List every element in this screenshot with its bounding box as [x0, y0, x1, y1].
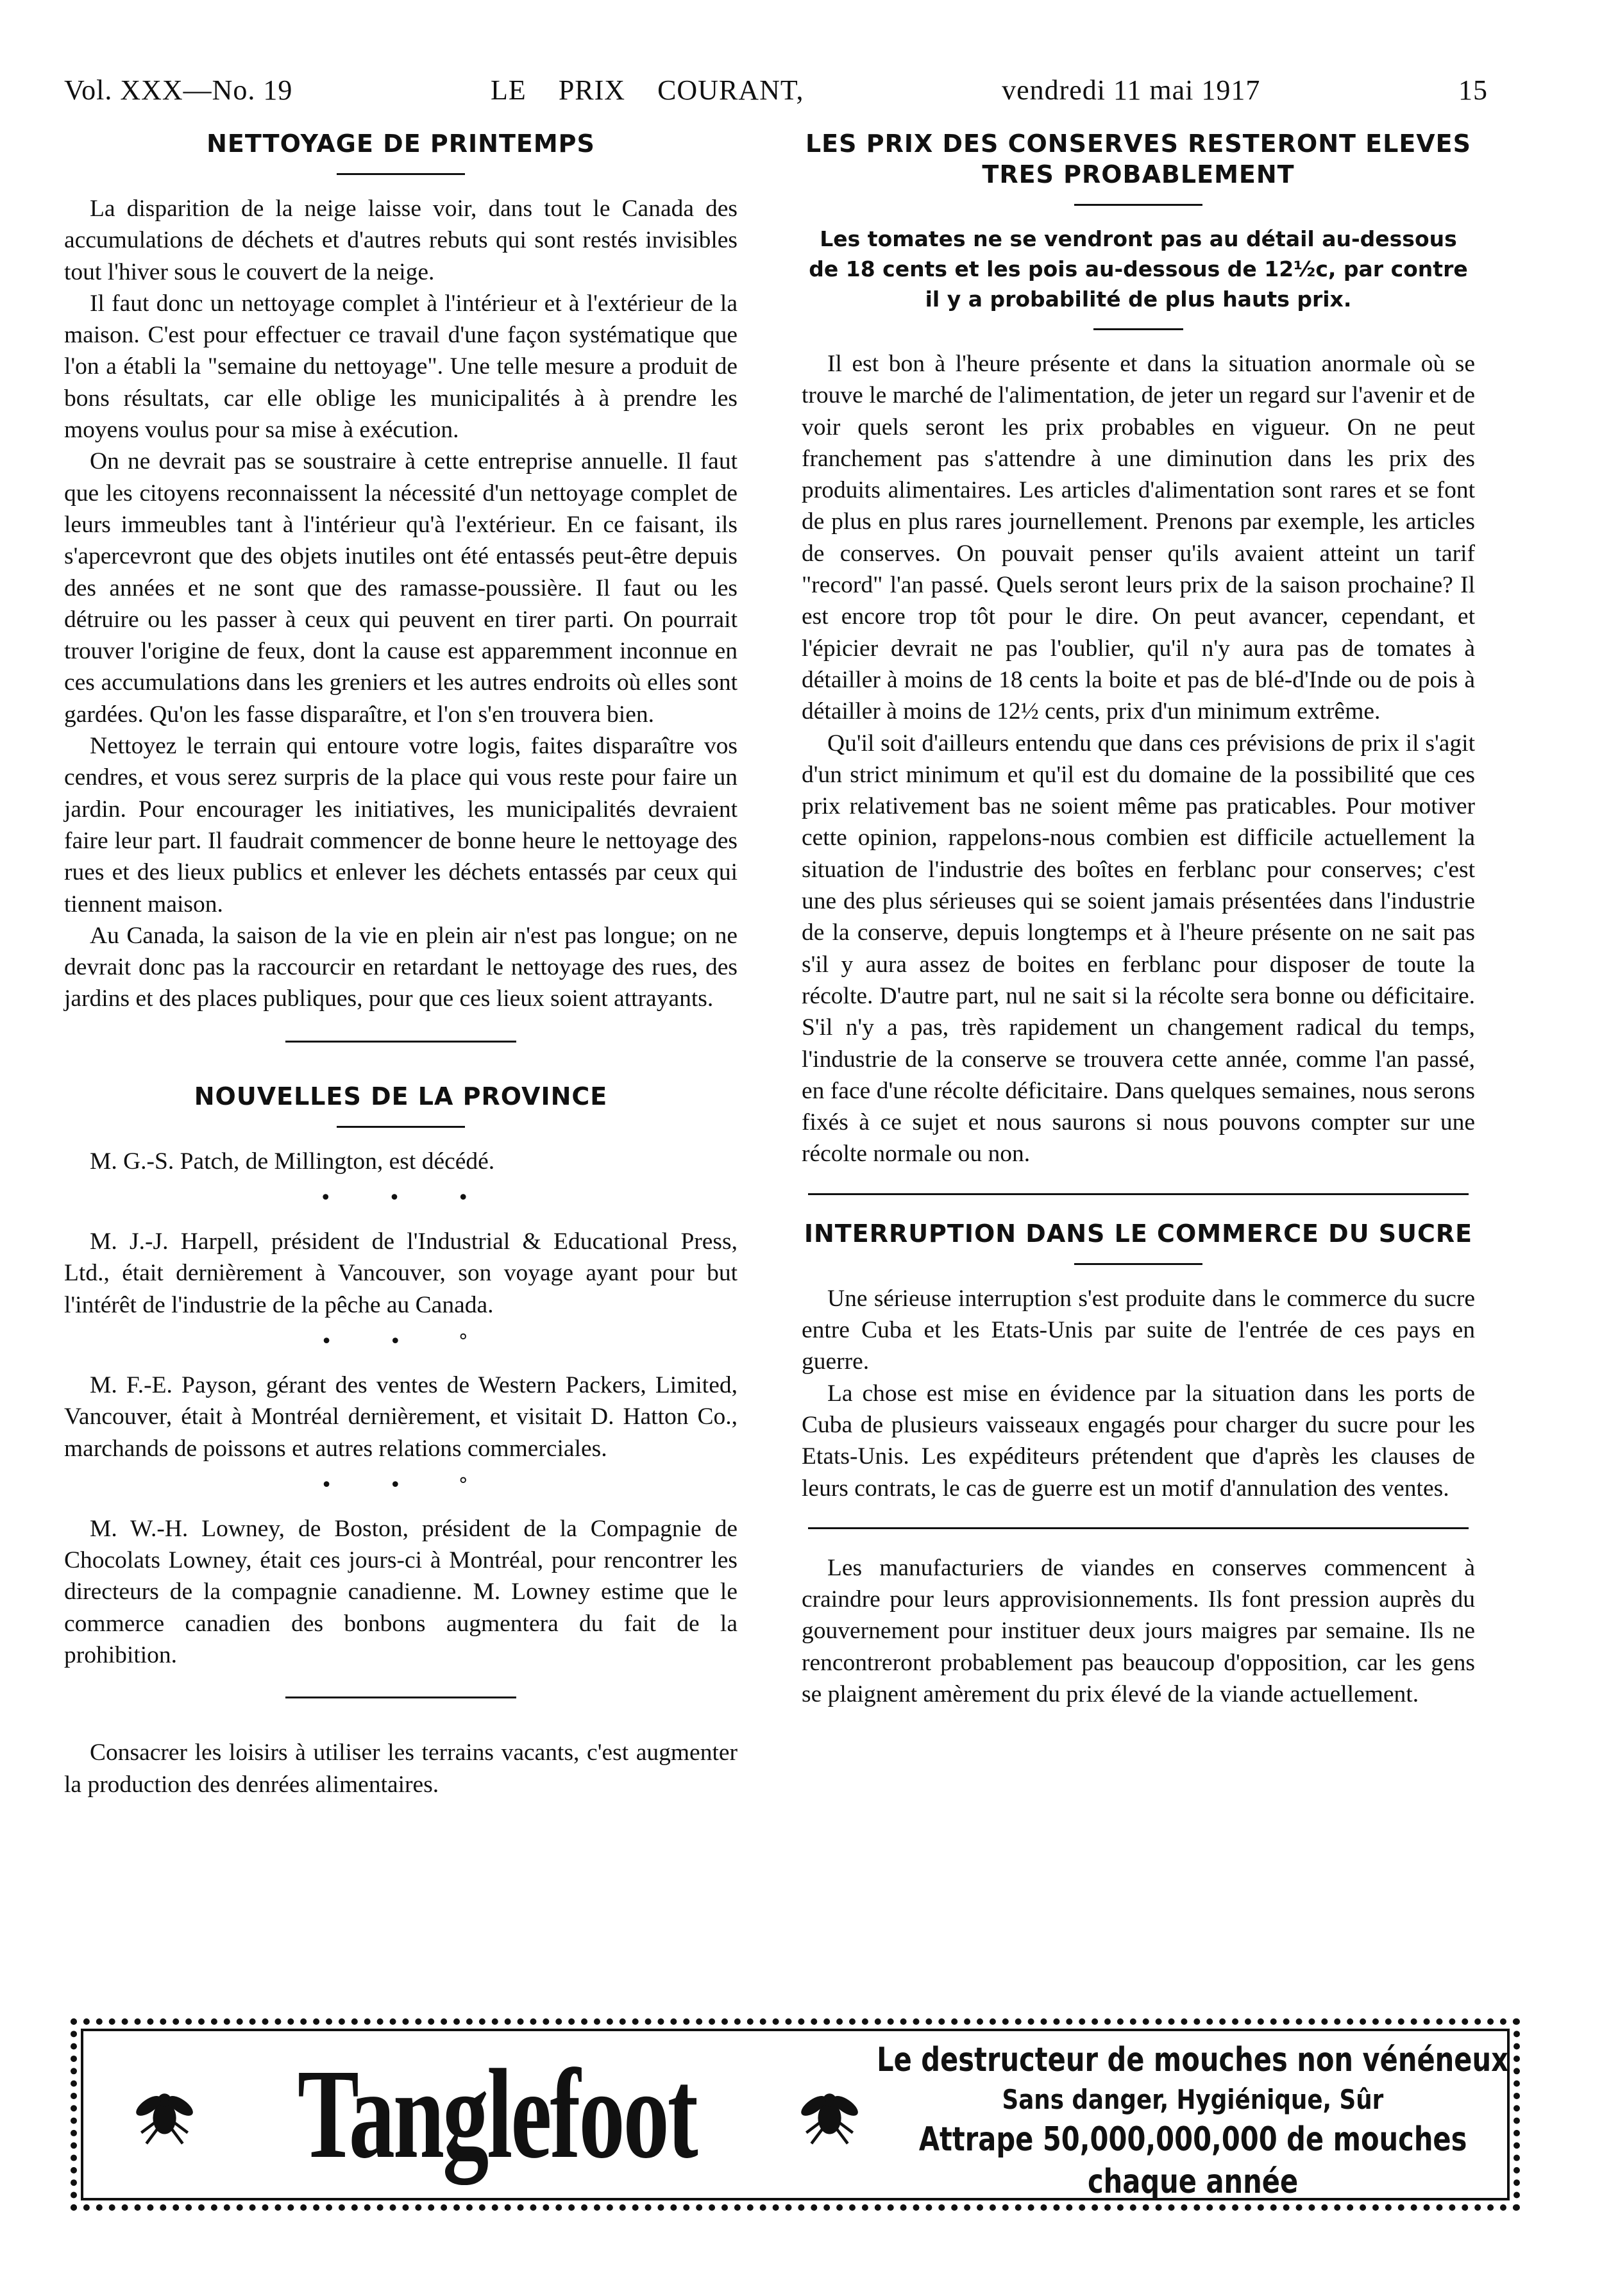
issue-date: vendredi 11 mai 1917 [1002, 74, 1261, 106]
news-item: M. J.-J. Harpell, président de l'Industrial & Educational Press, Ltd., était dernièrement à Vancouver, son voyage ayant pour but l'intérêt de l'industrie de la pêche au Canada. [64, 1228, 738, 1318]
page-number: 15 [1458, 74, 1488, 106]
journal-title-word: COURANT, [657, 74, 804, 106]
article-paragraph: La chose est mise en évidence par la situation dans les ports de Cuba de plusieurs vaisseaux engagés pour charger du sucre pour les Etats-Unis. Les expéditeurs prétendent que d'après les clauses de leurs contrats, le cas de guerre est un motif d'annulation des ventes. [802, 1380, 1475, 1502]
journal-title-word: LE [491, 74, 527, 106]
article-paragraph: Nettoyez le terrain qui entoure votre logis, faites disparaître vos cendres, et vous serez surpris de la place qui vous reste pour faire un jardin. Pour encourager les initiatives, les municipalités devraient faire leur part. Il faudrait commencer de bonne heure le nettoyage des rues et des lieux publics et enlever les déchets entassés par ceux qui tiennent maison. [64, 733, 738, 918]
title-rule [1074, 1263, 1202, 1265]
tanglefoot-advertisement [71, 2018, 1520, 2211]
section-rule [808, 1193, 1469, 1195]
news-item: M. G.-S. Patch, de Millington, est décédé. [90, 1148, 495, 1175]
ad-line: Le destructeur de mouches non vénéneux [877, 2041, 1509, 2079]
section-rule [285, 1697, 516, 1698]
news-item: M. W.-H. Lowney, de Boston, président de la Compagnie de Chocolats Lowney, était ces jours-ci à Montréal, pour rencontrer les directeurs de la compagnie canadienne. M. Lowney estime que le commerce canadien des bonbons augmentera du fait de la prohibition. [64, 1515, 738, 1668]
article-title-nettoyage: NETTOYAGE DE PRINTEMPS [207, 130, 595, 158]
right-column [802, 128, 1475, 1710]
article-title-nouvelles: NOUVELLES DE LA PROVINCE [194, 1082, 608, 1110]
brand-name: Tanglefoot [298, 2043, 696, 2185]
fly-icon [128, 2066, 201, 2163]
ad-line: Attrape 50,000,000,000 de mouches [918, 2120, 1467, 2159]
item-separator: • • ° [321, 1330, 494, 1353]
article-paragraph: Il faut donc un nettoyage complet à l'intérieur et à l'extérieur de la maison. C'est pour effectuer ce travail d'une façon systématique que l'on a établi la "semaine du nettoyage". Une telle mesure a produit de bons résultats, car elle oblige les municipalités à à prendre les moyens voulus pour sa mise à exécution. [64, 290, 738, 444]
subtitle-rule [1093, 328, 1183, 330]
ad-line: chaque année [1087, 2163, 1299, 2201]
article-paragraph: La disparition de la neige laisse voir, dans tout le Canada des accumulations de déchets et d'autres rebuts qui sont restés invisibles tout l'hiver sous le couvert de la neige. [64, 196, 738, 285]
article-paragraph: Il est bon à l'heure présente et dans la situation anormale où se trouve le marché de l'alimentation, de jeter un regard sur l'avenir et de voir quels seront les prix probables en vigueur. On ne peut franchement pas s'attendre à une diminution dans les prix des produits alimentaires. Les articles d'alimentation sont rares et se font de plus en plus rares journellement. Prenons par exemple, les articles de conserves. On pouvait penser qu'ils avaient atteint un tarif "record" l'an passé. Quels seront leurs prix de la saison prochaine? Il est encore trop tôt pour le dire. On peut avancer, cependant, et l'épicier devrait ne pas l'oublier, qu'il n'y aura pas de tomates à détailler à moins de 18 cents la boite et pas de blé-d'Inde ou de pois à détailler à moins de 12½ cents, prix d'un minimum extrême. [802, 351, 1475, 725]
article-title-sucre: INTERRUPTION DANS LE COMMERCE DU SUCRE [804, 1219, 1473, 1248]
title-rule [337, 173, 465, 175]
section-rule [285, 1041, 516, 1043]
ad-line: Sans danger, Hygiénique, Sûr [1002, 2084, 1384, 2115]
volume-number: Vol. XXX—No. 19 [64, 74, 293, 106]
article-paragraph: Une sérieuse interruption s'est produite dans le commerce du sucre entre Cuba et les Etats-Unis par suite de l'entrée de ces pays en guerre. [802, 1285, 1475, 1375]
item-separator: • • ° [321, 1473, 494, 1496]
fly-icon [793, 2066, 866, 2163]
ad-brand-area [128, 2025, 866, 2204]
journal-title-word: PRIX [558, 74, 626, 106]
article-title-conserves: LES PRIX DES CONSERVES RESTERONT ELEVES TRES PROBABLEMENT [805, 130, 1472, 189]
ad-tagline [877, 2039, 1509, 2203]
title-rule [1074, 204, 1202, 206]
article-paragraph: Les manufacturiers de viandes en conserves commencent à craindre pour leurs approvisionnements. Ils font pression auprès du gouvernement pour instituer deux jours maigres par semaine. Ils ne rencontreront probablement pas beaucoup d'opposition, car les gens se plaignent amèrement du prix élevé de la viande actuellement. [802, 1554, 1475, 1707]
news-item: M. F.-E. Payson, gérant des ventes de Western Packers, Limited, Vancouver, était à Montréal dernièrement, et visitait D. Hatton Co., marchands de poissons et autres relations commerciales. [64, 1371, 738, 1462]
article-paragraph: Au Canada, la saison de la vie en plein air n'est pas longue; on ne devrait donc pas la raccourcir en retardant le nettoyage des rues, des jardins et des places publiques, pour que ces lieux soient attrayants. [64, 922, 738, 1012]
article-subtitle: Les tomates ne se vendront pas au détail au-dessous de 18 cents et les pois au-dessous de 12½c, par contre il y a probabilité de plus hauts prix. [809, 226, 1468, 312]
article-paragraph: Qu'il soit d'ailleurs entendu que dans ces prévisions de prix il s'agit d'un strict minimum et qu'il est du domaine de la possibilité que ces prix relativement bas ne soient même pas praticables. Pour motiver cette opinion, rappelons-nous combien est difficile actuellement la situation de l'industrie des boîtes en ferblanc pour conserves; c'est une des plus sérieuses qui se soient jamais présentées dans l'industrie de la conserve, depuis longtemps et à l'heure présente on ne sait pas s'il y aura assez de boites en ferblanc pour disposer de toute la récolte. D'autre part, nul ne sait si la récolte sera bonne ou déficitaire. S'il n'y a pas, très rapidement un changement radical du temps, l'industrie de la conserve se trouvera cette année, comme l'an passé, en face d'une récolte déficitaire. Dans quelques semaines, nous serons fixés à ce sujet et nous saurons si nous pouvons compter sur une récolte normale ou non. [802, 730, 1475, 1168]
running-head [64, 64, 1488, 115]
article-paragraph: On ne devrait pas se soustraire à cette entreprise annuelle. Il faut que les citoyens reconnaissent la nécessité d'un nettoyage complet de leurs immeubles tant à l'intérieur qu'à l'extérieur. En ce faisant, ils s'apercevront que des objets inutiles ont été entassés peut-être depuis des années et ne sont que des ramasse-poussière. Il faut ou les détruire ou les passer à ceux qui peuvent en tirer parti. On pourrait trouver l'origine de feux, dont la cause est apparemment inconnue en ces accumulations dans les greniers et les autres endroits où elles sont gardées. Qu'on les fasse disparaître, et l'on s'en trouvera bien. [64, 448, 738, 728]
journal-title [491, 74, 804, 106]
left-column [64, 128, 738, 1800]
title-rule [337, 1126, 465, 1128]
item-separator: • • • [319, 1187, 495, 1210]
section-rule [808, 1527, 1469, 1529]
closing-note: Consacrer les loisirs à utiliser les terrains vacants, c'est augmenter la production des denrées alimentaires. [64, 1739, 738, 1798]
